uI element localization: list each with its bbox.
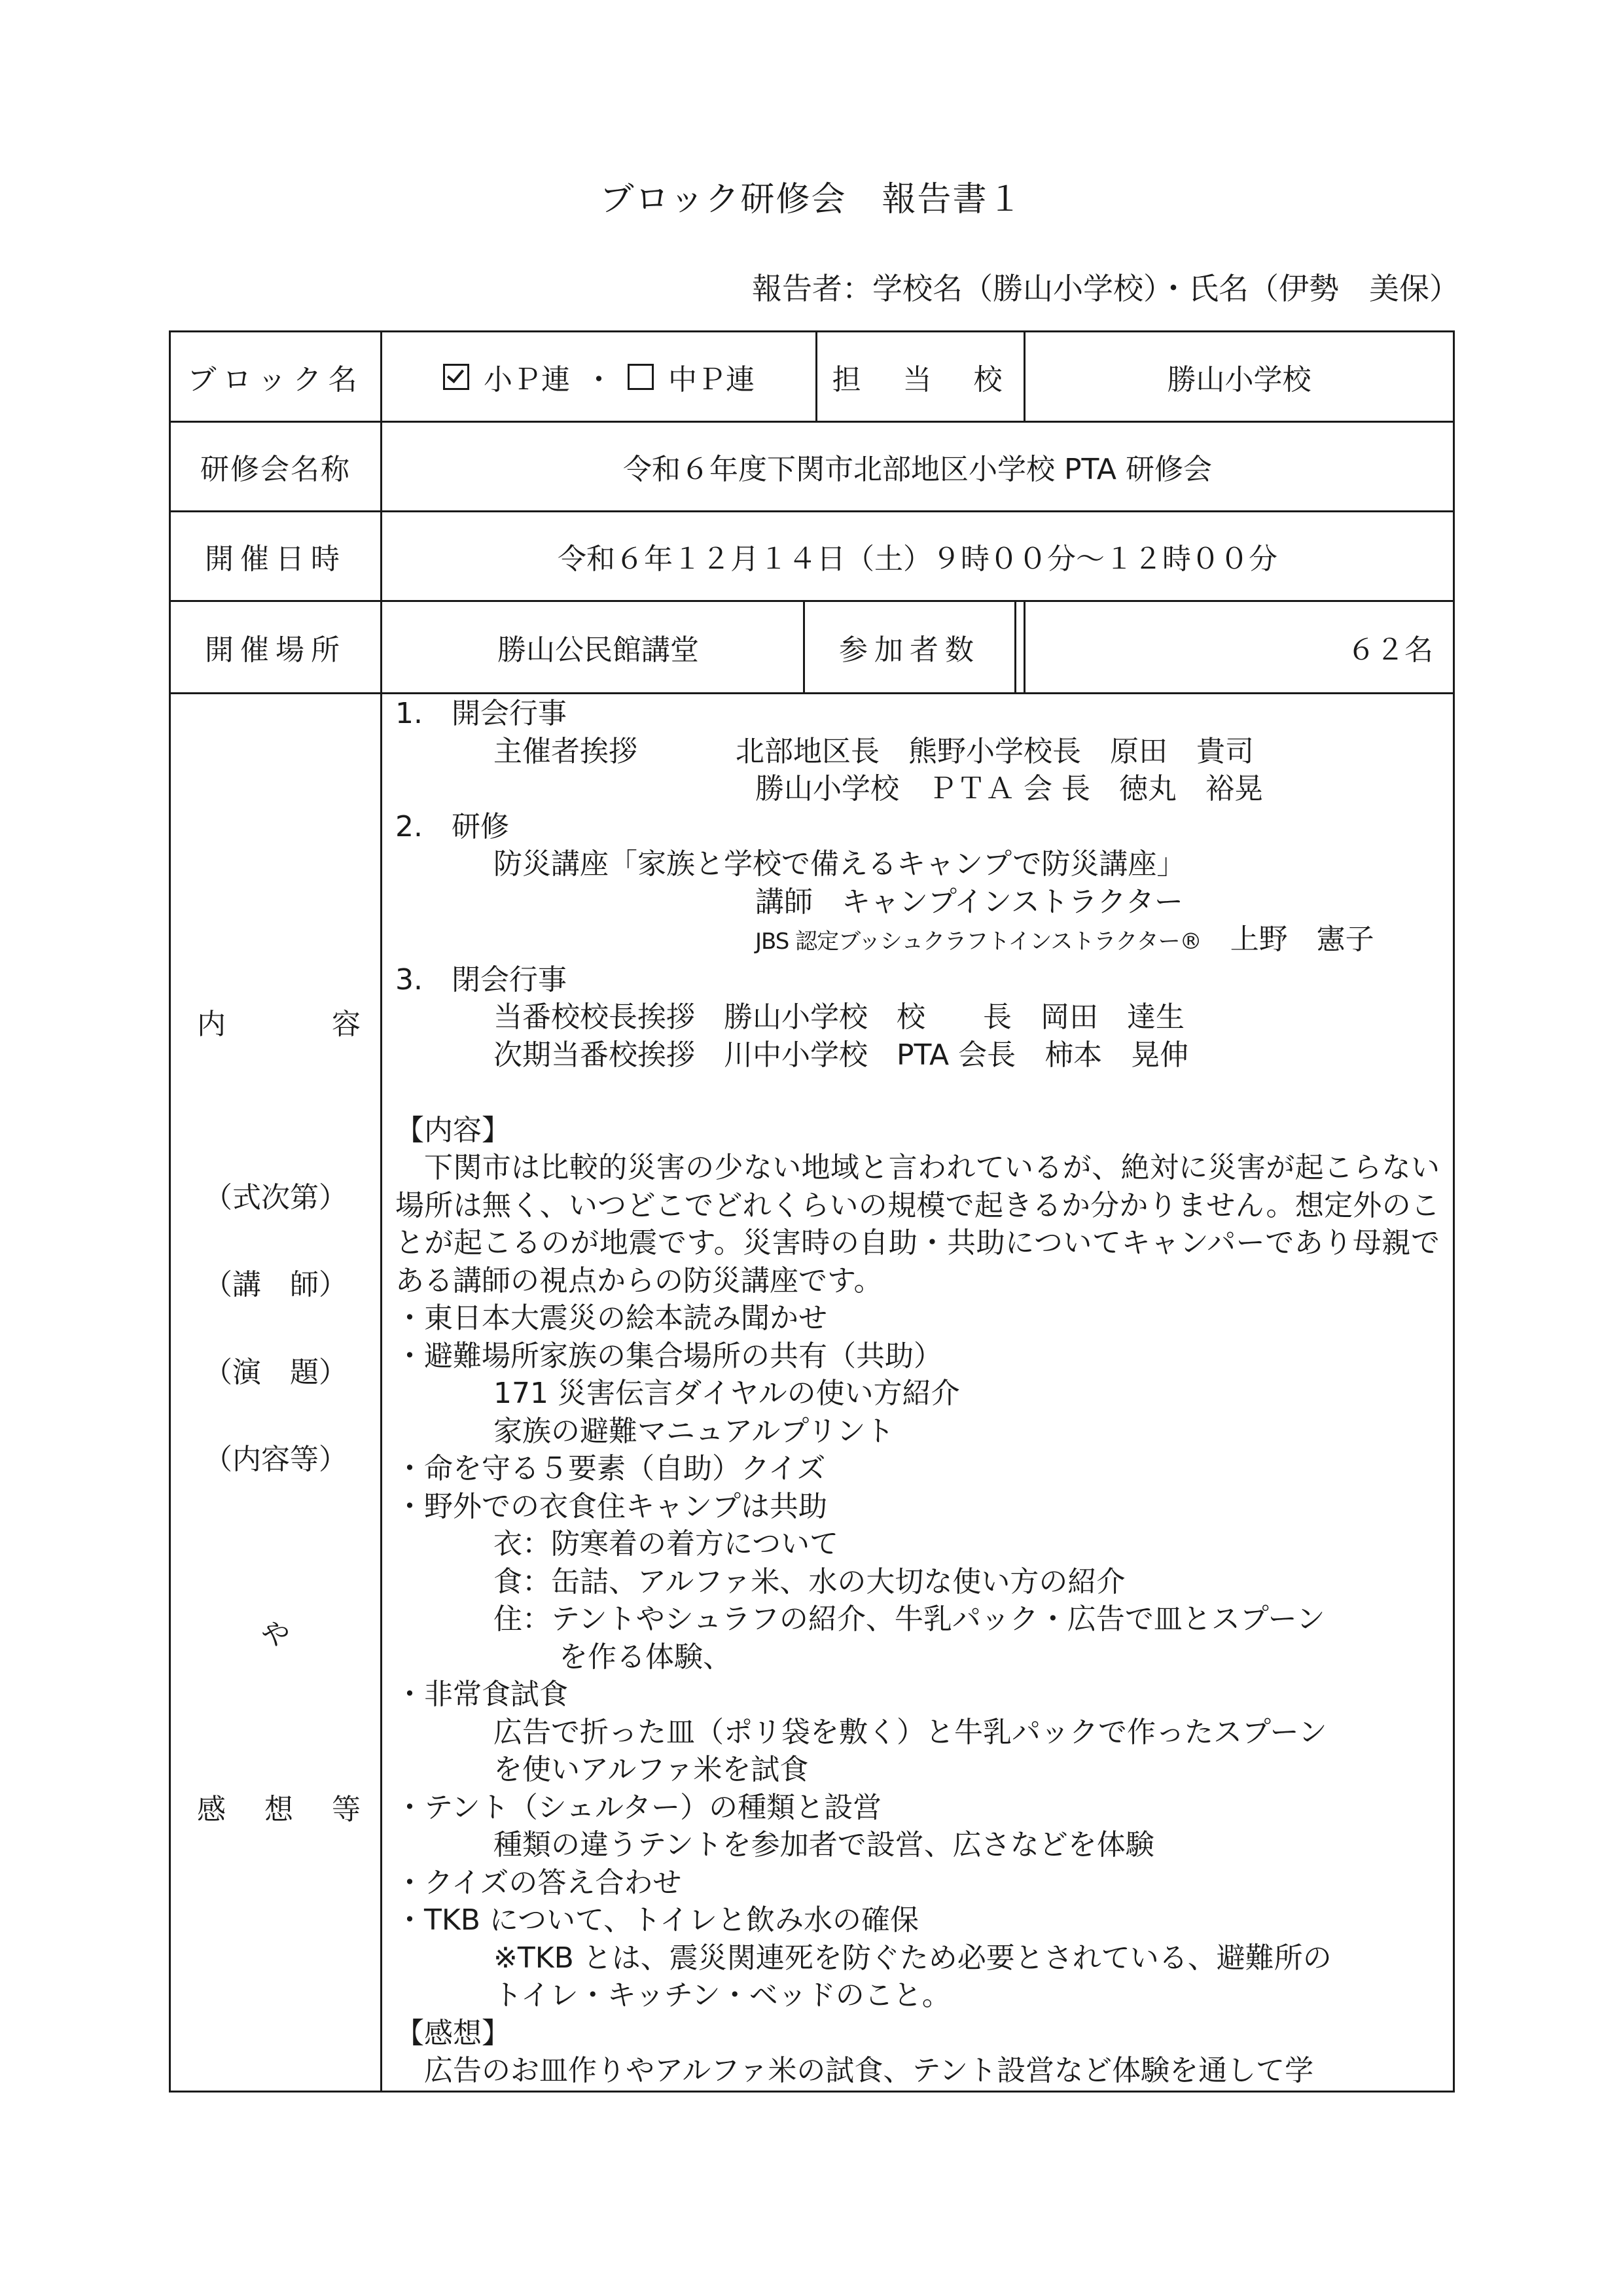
opening-line-2: 勝山小学校 ＰＴＡ 会 長 徳丸 裕晃 bbox=[755, 772, 1263, 806]
checked-checkbox-icon[interactable] bbox=[443, 364, 469, 390]
heading-content: 【内容】 bbox=[395, 1113, 510, 1147]
side-endai: （演 題） bbox=[204, 1356, 348, 1389]
name-value: 令和６年度下関市北部地区小学校 PTA 研修会 bbox=[382, 422, 1454, 512]
training-lecturer: 講師 キャンプインストラクター bbox=[755, 885, 1183, 919]
count-label: 参加者数 bbox=[803, 602, 1016, 692]
bullet-6: ・テント（シェルター）の種類と設営 bbox=[395, 1790, 882, 1824]
opening-line-1: 主催者挨拶 北部地区長 熊野小学校長 原田 貴司 bbox=[493, 734, 1254, 768]
option-elementary: 小Ｐ連 bbox=[484, 362, 570, 397]
bullet-8: ・TKB について、トイレと飲み水の確保 bbox=[395, 1903, 919, 1937]
heading-impressions: 【感想】 bbox=[395, 2016, 510, 2050]
closing-line-1: 当番校校長挨拶 勝山小学校 校 長 岡田 達生 bbox=[493, 1000, 1185, 1034]
training-title: 防災講座「家族と学校で備えるキャンプで防災講座」 bbox=[493, 847, 1186, 881]
closing-line-2: 次期当番校挨拶 川中小学校 PTA 会長 柿本 晃伸 bbox=[493, 1038, 1189, 1072]
side-shikishidai: （式次第） bbox=[204, 1181, 348, 1214]
bullet-2-sub-2: 家族の避難マニュアルプリント bbox=[493, 1414, 895, 1448]
name-label: 研修会名称 bbox=[170, 422, 382, 512]
side-naiyoutou: （内容等） bbox=[204, 1443, 348, 1476]
impressions-line: 広告のお皿作りやアルファ米の試食、テント設営など体験を通して学 bbox=[424, 2054, 1314, 2088]
date-value: 令和６年１２月１４日（土）９時００分～１２時００分 bbox=[382, 512, 1454, 601]
row-block bbox=[170, 332, 1454, 422]
bullet-6-sub-1: 種類の違うテントを参加者で設営、広さなどを体験 bbox=[493, 1828, 1154, 1862]
side-ya: や bbox=[261, 1618, 290, 1651]
place-label: 開催場所 bbox=[170, 601, 382, 694]
bullet-5-sub-2: を使いアルファ米を試食 bbox=[493, 1753, 809, 1787]
bullet-5-sub-1: 広告で折った皿（ポリ袋を敷く）と牛乳パックで作ったスプーン bbox=[493, 1715, 1327, 1749]
training-lecturer-name: JBS 認定ブッシュクラフトインストラクター® 上野 憲子 bbox=[755, 923, 1374, 957]
bullet-8-sub-1: ※TKB とは、震災関連死を防ぐため必要とされている、避難所の bbox=[493, 1941, 1332, 1975]
block-options bbox=[382, 332, 817, 422]
row-date bbox=[170, 512, 1454, 601]
content-side-labels bbox=[170, 694, 382, 2092]
count-cell bbox=[839, 601, 1454, 694]
content-body bbox=[382, 694, 1454, 2092]
side-kansou: 感 想 等 bbox=[197, 1793, 361, 1826]
page-title: ブロック研修会 報告書１ bbox=[599, 180, 1024, 219]
bullet-8-sub-2: トイレ・キッチン・ベッドのこと。 bbox=[493, 1979, 951, 2013]
bullet-4: ・野外での衣食住キャンプは共助 bbox=[395, 1489, 827, 1523]
bullet-4-sub-3: 住：テントやシュラフの紹介、牛乳パック・広告で皿とスプーン bbox=[493, 1602, 1325, 1636]
bullet-7: ・クイズの答え合わせ bbox=[395, 1865, 682, 1899]
side-koushi: （講 師） bbox=[204, 1268, 348, 1301]
row-place bbox=[170, 601, 1454, 694]
section-opening: 1. 開会行事 bbox=[395, 697, 567, 731]
blank-line bbox=[395, 1074, 1440, 1112]
row-content bbox=[170, 694, 1454, 2092]
bullet-4-sub-2: 食：缶詰、アルファ米、水の大切な使い方の紹介 bbox=[493, 1564, 1126, 1598]
side-naiyou: 内 容 bbox=[197, 1008, 361, 1041]
block-label: ブロック名 bbox=[170, 332, 382, 422]
section-training: 2. 研修 bbox=[395, 809, 509, 843]
bullet-5: ・非常食試食 bbox=[395, 1678, 568, 1712]
option-separator: ・ bbox=[584, 362, 613, 397]
reporter-line: 報告者：学校名（勝山小学校）・氏名（伊勢 美保） bbox=[752, 271, 1459, 306]
count-value: ６２名 bbox=[1347, 633, 1433, 667]
bullet-1: ・東日本大震災の絵本読み聞かせ bbox=[395, 1301, 827, 1335]
bullet-4-sub-1: 衣：防寒着の着方について bbox=[493, 1527, 839, 1561]
school-value: 勝山小学校 bbox=[1025, 332, 1454, 422]
bullet-2: ・避難場所家族の集合場所の共有（共助） bbox=[395, 1339, 942, 1373]
option-junior-high: 中Ｐ連 bbox=[668, 362, 755, 397]
school-label: 担 当 校 bbox=[817, 332, 1025, 422]
unchecked-checkbox-icon[interactable] bbox=[628, 364, 654, 390]
report-form-table bbox=[169, 330, 1455, 2093]
date-label: 開催日時 bbox=[170, 512, 382, 601]
section-closing: 3. 閉会行事 bbox=[395, 963, 567, 997]
bullet-3: ・命を守る５要素（自助）クイズ bbox=[395, 1452, 826, 1486]
content-paragraph: 下関市は比較的災害の少ない地域と言われているが、絶対に災害が起こらない場所は無く、いつどこでどれくらいの規模で起きるか分かりません。想定外のことが起こるのが地震です。災害時の自助・共助についてキャンパーであり母親である講師の視点からの防災講座です。 bbox=[395, 1151, 1440, 1298]
bullet-4-sub-3-cont: を作る体験、 bbox=[559, 1640, 732, 1674]
bullet-2-sub-1: 171 災害伝言ダイヤルの使い方紹介 bbox=[493, 1377, 960, 1411]
row-name bbox=[170, 422, 1454, 512]
place-value: 勝山公民館講堂 bbox=[382, 601, 1025, 694]
